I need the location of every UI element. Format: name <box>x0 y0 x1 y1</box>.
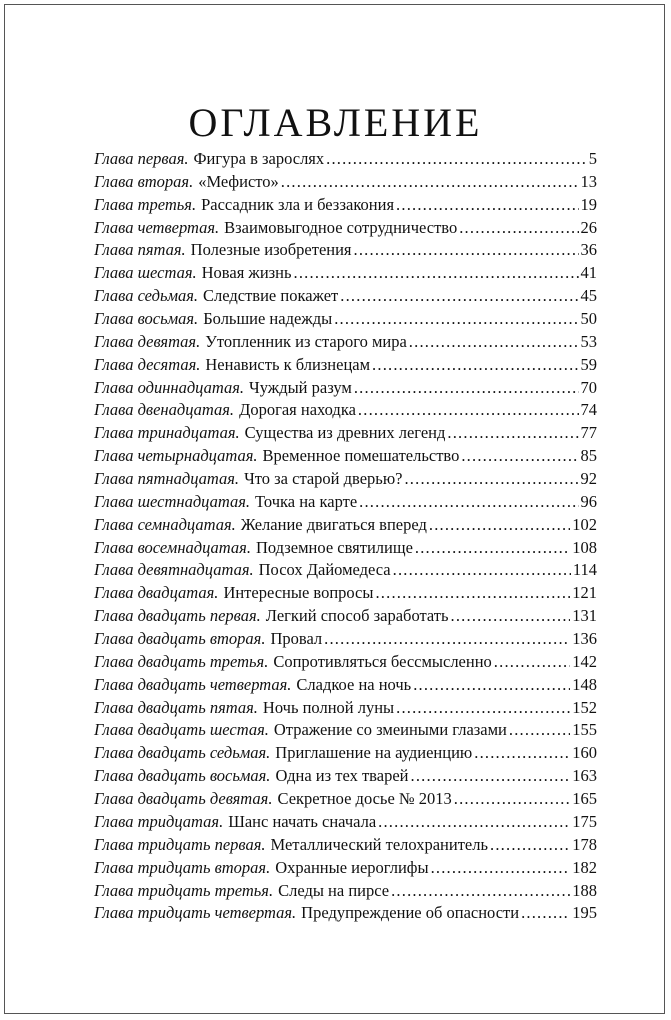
toc-chapter-title: Подземное святилище <box>255 537 413 557</box>
toc-chapter-label: Глава восемнадцатая. <box>94 537 251 557</box>
toc-leader-dots <box>378 811 570 834</box>
toc-chapter-label: Глава девятнадцатая. <box>94 560 254 580</box>
toc-leader-dots <box>494 651 570 674</box>
toc-leader-dots <box>372 354 578 377</box>
toc-leader-dots <box>521 902 570 925</box>
toc-chapter-label: Глава пятая. <box>94 240 186 260</box>
toc-leader-dots <box>409 331 579 354</box>
toc-chapter-title: Желание двигаться вперед <box>240 514 427 534</box>
toc-leader-dots <box>391 880 570 903</box>
table-of-contents <box>94 148 597 925</box>
toc-chapter-title: Ночь полной луны <box>262 697 395 717</box>
toc-entry[interactable] <box>94 399 597 422</box>
toc-leader-dots <box>459 217 578 240</box>
toc-chapter-title: Временное помешательство <box>262 446 460 466</box>
toc-chapter-title: Полезные изобретения <box>190 240 352 260</box>
toc-page-number: 136 <box>572 629 597 649</box>
toc-leader-dots <box>354 377 579 400</box>
toc-chapter-title: Сопротивляться бессмысленно <box>273 651 492 671</box>
toc-page-number: 41 <box>580 263 597 283</box>
toc-page-number: 165 <box>572 789 597 809</box>
toc-page-number: 13 <box>580 171 597 191</box>
toc-leader-dots <box>461 445 578 468</box>
toc-page-number: 163 <box>572 766 597 786</box>
toc-page-number: 182 <box>572 857 597 877</box>
toc-page-number: 114 <box>572 560 597 580</box>
toc-chapter-title: Что за старой дверью? <box>244 469 403 489</box>
toc-entry[interactable] <box>94 651 597 674</box>
toc-chapter-label: Глава четвертая. <box>94 217 220 237</box>
toc-chapter-label: Глава двадцать шестая. <box>94 720 269 740</box>
toc-entry[interactable] <box>94 811 597 834</box>
toc-entry[interactable] <box>94 857 597 880</box>
toc-page-number: 155 <box>572 720 597 740</box>
toc-leader-dots <box>490 834 570 857</box>
toc-chapter-title: Шанс начать сначала <box>228 811 377 831</box>
toc-leader-dots <box>413 674 570 697</box>
toc-chapter-label: Глава тридцать третья. <box>94 880 274 900</box>
toc-chapter-title: Одна из тех тварей <box>275 766 409 786</box>
toc-page-number: 102 <box>572 514 597 534</box>
toc-entry[interactable] <box>94 377 597 400</box>
toc-chapter-title: Следствие покажет <box>203 286 339 306</box>
toc-page-number: 188 <box>572 880 597 900</box>
toc-entry[interactable] <box>94 354 597 377</box>
toc-chapter-title: Новая жизнь <box>201 263 292 283</box>
toc-chapter-label: Глава двадцать седьмая. <box>94 743 271 763</box>
toc-chapter-label: Глава двадцать девятая. <box>94 789 273 809</box>
toc-leader-dots <box>396 697 570 720</box>
toc-page-number: 108 <box>572 537 597 557</box>
toc-leader-dots <box>358 399 579 422</box>
toc-chapter-title: Провал <box>270 629 323 649</box>
toc-entry[interactable] <box>94 491 597 514</box>
toc-entry[interactable] <box>94 422 597 445</box>
toc-page-number: 175 <box>572 811 597 831</box>
toc-leader-dots <box>404 468 578 491</box>
toc-chapter-label: Глава двадцать четвертая. <box>94 674 292 694</box>
toc-chapter-label: Глава двадцать вторая. <box>94 629 266 649</box>
toc-chapter-label: Глава восьмая. <box>94 309 199 329</box>
toc-chapter-title: Существа из древних легенд <box>244 423 446 443</box>
toc-entry[interactable] <box>94 719 597 742</box>
toc-chapter-title: Ненависть к близнецам <box>205 354 371 374</box>
toc-entry[interactable] <box>94 262 597 285</box>
toc-leader-dots <box>354 239 579 262</box>
toc-page-number: 195 <box>572 903 597 923</box>
toc-page-number: 50 <box>580 309 597 329</box>
toc-entry[interactable] <box>94 537 597 560</box>
toc-chapter-label: Глава пятнадцатая. <box>94 469 240 489</box>
toc-chapter-label: Глава вторая. <box>94 171 194 191</box>
toc-entry[interactable] <box>94 445 597 468</box>
toc-chapter-title: Следы на пирсе <box>278 880 390 900</box>
toc-chapter-label: Глава тринадцатая. <box>94 423 240 443</box>
toc-leader-dots <box>454 788 570 811</box>
toc-entry[interactable] <box>94 742 597 765</box>
toc-entry[interactable] <box>94 148 597 171</box>
toc-page-number: 160 <box>572 743 597 763</box>
toc-chapter-label: Глава первая. <box>94 149 189 168</box>
toc-page-number: 53 <box>580 331 597 351</box>
toc-page-number: 92 <box>580 469 597 489</box>
toc-page-number: 5 <box>588 149 597 168</box>
toc-chapter-label: Глава тридцать четвертая. <box>94 903 297 923</box>
toc-chapter-label: Глава двадцать пятая. <box>94 697 258 717</box>
toc-chapter-title: Охранные иероглифы <box>275 857 429 877</box>
toc-chapter-label: Глава двенадцатая. <box>94 400 235 420</box>
toc-entry[interactable] <box>94 285 597 308</box>
toc-leader-dots <box>509 719 570 742</box>
toc-page-number: 152 <box>572 697 597 717</box>
toc-leader-dots <box>324 628 570 651</box>
toc-chapter-label: Глава шестая. <box>94 263 197 283</box>
toc-leader-dots <box>415 537 570 560</box>
toc-leader-dots <box>359 491 578 514</box>
toc-entry[interactable] <box>94 902 597 925</box>
toc-entry[interactable] <box>94 468 597 491</box>
toc-chapter-label: Глава тридцатая. <box>94 811 224 831</box>
toc-chapter-title: «Мефисто» <box>198 171 279 191</box>
toc-chapter-title: Точка на карте <box>255 491 358 511</box>
toc-chapter-title: Рассадник зла и беззакония <box>201 194 395 214</box>
toc-page-number: 178 <box>572 834 597 854</box>
toc-page-number: 45 <box>580 286 597 306</box>
toc-leader-dots <box>447 422 578 445</box>
toc-chapter-title: Утопленник из старого мира <box>205 331 407 351</box>
toc-chapter-label: Глава одиннадцатая. <box>94 377 245 397</box>
toc-chapter-title: Взаимовыгодное сотрудничество <box>224 217 458 237</box>
toc-leader-dots <box>375 582 570 605</box>
toc-entry[interactable] <box>94 880 597 903</box>
toc-leader-dots <box>431 857 571 880</box>
toc-chapter-label: Глава третья. <box>94 194 197 214</box>
toc-leader-dots <box>429 514 570 537</box>
toc-leader-dots <box>334 308 578 331</box>
toc-chapter-title: Легкий способ заработать <box>265 606 449 626</box>
page-title: ОГЛАВЛЕНИЕ <box>188 99 483 145</box>
toc-entry[interactable] <box>94 582 597 605</box>
toc-chapter-label: Глава шестнадцатая. <box>94 491 251 511</box>
toc-chapter-label: Глава девятая. <box>94 331 201 351</box>
toc-chapter-label: Глава тридцать вторая. <box>94 857 271 877</box>
toc-chapter-title: Посох Дайомедеса <box>258 560 391 580</box>
toc-entry[interactable] <box>94 605 597 628</box>
toc-chapter-label: Глава десятая. <box>94 354 201 374</box>
toc-chapter-title: Отражение со змеиными глазами <box>273 720 507 740</box>
toc-chapter-label: Глава тридцать первая. <box>94 834 266 854</box>
toc-entry[interactable] <box>94 308 597 331</box>
toc-leader-dots <box>393 559 571 582</box>
toc-leader-dots <box>340 285 578 308</box>
toc-leader-dots <box>281 171 579 194</box>
toc-entry[interactable] <box>94 788 597 811</box>
toc-entry[interactable] <box>94 559 597 582</box>
toc-chapter-label: Глава двадцать восьмая. <box>94 766 271 786</box>
toc-leader-dots <box>294 262 579 285</box>
toc-leader-dots <box>396 194 578 217</box>
toc-chapter-title: Секретное досье № 2013 <box>277 789 452 809</box>
toc-chapter-title: Дорогая находка <box>239 400 356 420</box>
toc-page-number: 85 <box>580 446 597 466</box>
toc-page-number: 74 <box>580 400 597 420</box>
toc-entry[interactable] <box>94 171 597 194</box>
toc-leader-dots <box>326 148 587 171</box>
toc-chapter-label: Глава двадцать первая. <box>94 606 261 626</box>
toc-chapter-title: Сладкое на ночь <box>296 674 412 694</box>
toc-chapter-label: Глава седьмая. <box>94 286 199 306</box>
toc-chapter-title: Приглашение на аудиенцию <box>275 743 473 763</box>
toc-chapter-label: Глава четырнадцатая. <box>94 446 258 466</box>
toc-page-number: 19 <box>580 194 597 214</box>
toc-page-number: 77 <box>580 423 597 443</box>
toc-chapter-title: Металлический телохранитель <box>270 834 489 854</box>
toc-chapter-label: Глава двадцать третья. <box>94 651 269 671</box>
toc-leader-dots <box>451 605 571 628</box>
toc-entry[interactable] <box>94 765 597 788</box>
toc-chapter-title: Предупреждение об опасности <box>301 903 520 923</box>
toc-entry[interactable] <box>94 194 597 217</box>
toc-entry[interactable] <box>94 217 597 240</box>
toc-leader-dots <box>474 742 570 765</box>
toc-page-number: 131 <box>572 606 597 626</box>
toc-entry[interactable] <box>94 674 597 697</box>
toc-entry[interactable] <box>94 331 597 354</box>
toc-page-number: 96 <box>580 491 597 511</box>
toc-page-number: 36 <box>580 240 597 260</box>
toc-chapter-title: Большие надежды <box>203 309 333 329</box>
toc-leader-dots <box>411 765 571 788</box>
toc-entry[interactable] <box>94 514 597 537</box>
toc-entry[interactable] <box>94 834 597 857</box>
toc-entry[interactable] <box>94 697 597 720</box>
toc-page-number: 59 <box>580 354 597 374</box>
toc-chapter-label: Глава двадцатая. <box>94 583 219 603</box>
toc-page-number: 26 <box>580 217 597 237</box>
toc-chapter-title: Фигура в зарослях <box>193 149 325 168</box>
toc-page-number: 148 <box>572 674 597 694</box>
toc-entry[interactable] <box>94 628 597 651</box>
toc-page-number: 121 <box>572 583 597 603</box>
toc-chapter-label: Глава семнадцатая. <box>94 514 236 534</box>
toc-page-number: 142 <box>572 651 597 671</box>
toc-chapter-title: Интересные вопросы <box>223 583 374 603</box>
toc-chapter-title: Чуждый разум <box>249 377 352 397</box>
toc-entry[interactable] <box>94 239 597 262</box>
toc-page-number: 70 <box>580 377 597 397</box>
